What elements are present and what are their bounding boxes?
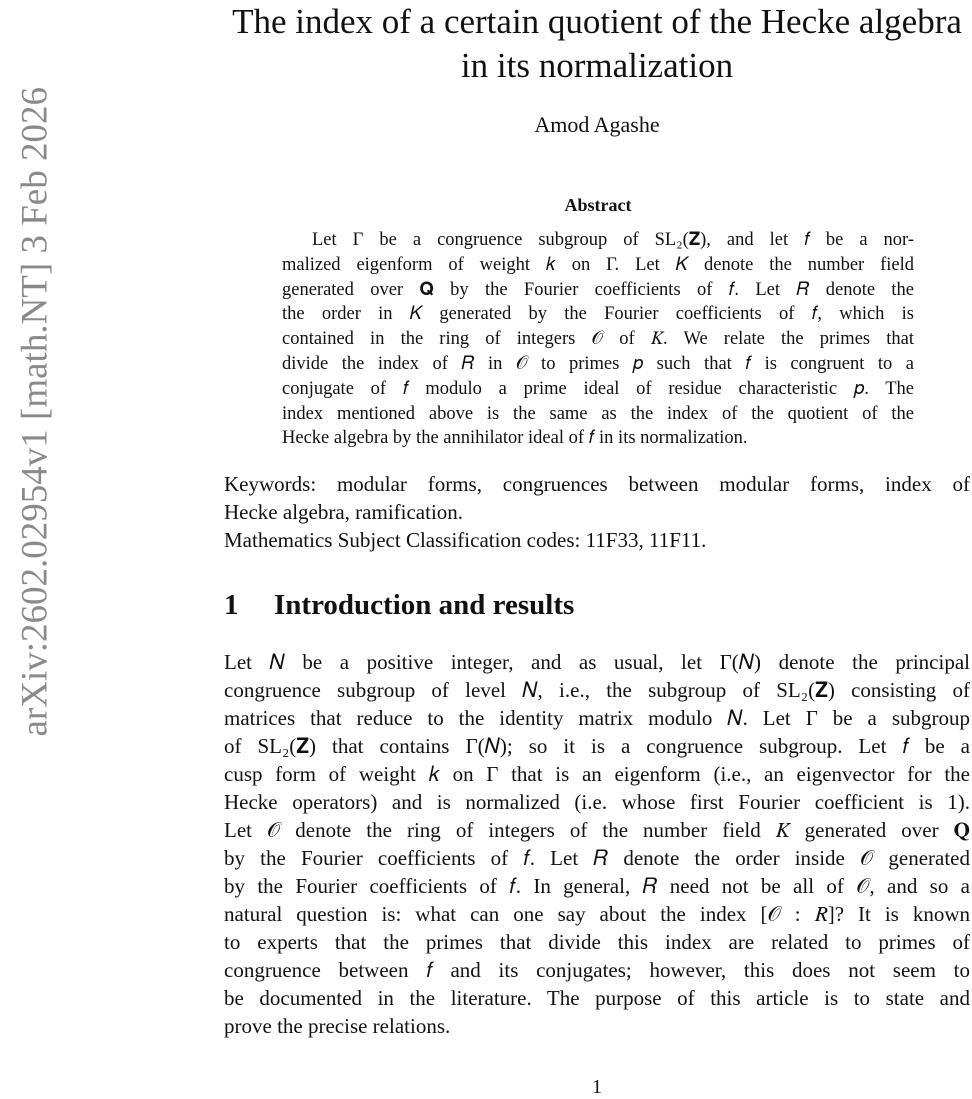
arxiv-stamp: arXiv:2602.02954v1 [math.NT] 3 Feb 2026 xyxy=(14,87,56,737)
body-line: of SL₂(𝐙) that contains Γ(𝑁); so it is a congruence subgroup. Let 𝑓 be a xyxy=(224,734,970,758)
body-line: by the Fourier coefficients of 𝑓. Let 𝑅 denote the order inside 𝒪 generated xyxy=(224,846,970,870)
abstract-body xyxy=(282,228,914,451)
abstract-line: Let Γ be a congruence subgroup of SL₂(𝐙), and let 𝑓 be a nor- xyxy=(312,230,914,250)
section-number: 1 xyxy=(224,589,239,621)
keywords-line: Hecke algebra, ramification. xyxy=(224,500,464,524)
body-line: congruence subgroup of level 𝑁, i.e., the subgroup of SL₂(𝐙) consisting of xyxy=(224,678,970,702)
body-line: congruence between 𝑓 and its conjugates; however, this does not seem to xyxy=(224,958,970,982)
abstract-line: index mentioned above is the same as the index of the quotient of the xyxy=(282,403,914,424)
abstract-line: contained in the ring of integers 𝒪 of 𝐾. We relate the primes that xyxy=(282,329,914,350)
abstract-line: malized eigenform of weight 𝑘 on Γ. Let 𝐾 denote the number field xyxy=(282,254,914,275)
body-line: to experts that the primes that divide this index are related to primes of xyxy=(224,930,970,954)
abstract-line: Hecke algebra by the annihilator ideal of 𝑓 in its normalization. xyxy=(282,428,748,449)
body-line: natural question is: what can one say about the index [𝒪 : 𝑅]? It is known xyxy=(224,902,970,926)
body-line: cusp form of weight 𝑘 on Γ that is an eigenform (i.e., an eigenvector for the xyxy=(224,762,970,786)
body-paragraph xyxy=(224,648,970,1040)
paper-title xyxy=(200,0,972,88)
section-heading xyxy=(224,589,574,622)
abstract-line: generated over 𝐐 by the Fourier coefficients of 𝑓. Let 𝑅 denote the xyxy=(282,279,914,300)
body-line: prove the precise relations. xyxy=(224,1014,451,1038)
body-line: Let 𝒪 denote the ring of integers of the number field 𝐾 generated over 𝐐 xyxy=(224,818,970,842)
abstract-heading: Abstract xyxy=(564,195,632,215)
body-line: Let 𝑁 be a positive integer, and as usual, let Γ(𝑁) denote the principal xyxy=(224,650,970,674)
page-number: 1 xyxy=(592,1076,602,1098)
abstract-line: the order in 𝐾 generated by the Fourier coefficients of 𝑓, which is xyxy=(282,304,914,325)
abstract-line: divide the index of 𝑅 in 𝒪 to primes 𝑝 such that 𝑓 is congruent to a xyxy=(282,353,914,374)
body-line: be documented in the literature. The purpose of this article is to state and xyxy=(224,986,970,1010)
body-line: matrices that reduce to the identity matrix modulo 𝑁. Let Γ be a subgroup xyxy=(224,706,970,730)
body-line: by the Fourier coefficients of 𝑓. In general, 𝑅 need not be all of 𝒪, and so a xyxy=(224,874,970,898)
body-line: Hecke operators) and is normalized (i.e. whose first Fourier coefficient is 1). xyxy=(224,790,970,814)
title-line: in its normalization xyxy=(460,46,734,85)
abstract-line: conjugate of 𝑓 modulo a prime ideal of residue characteristic 𝑝. The xyxy=(282,378,914,399)
author: Amod Agashe xyxy=(534,112,660,137)
keywords-line: Keywords: modular forms, congruences between modular forms, index of xyxy=(224,472,970,496)
section-title: Introduction and results xyxy=(274,589,575,621)
msc-codes: Mathematics Subject Classification codes: 11F33, 11F11. xyxy=(224,528,707,552)
title-line: The index of a certain quotient of the Hecke algebra xyxy=(232,2,962,41)
keywords xyxy=(224,470,970,554)
